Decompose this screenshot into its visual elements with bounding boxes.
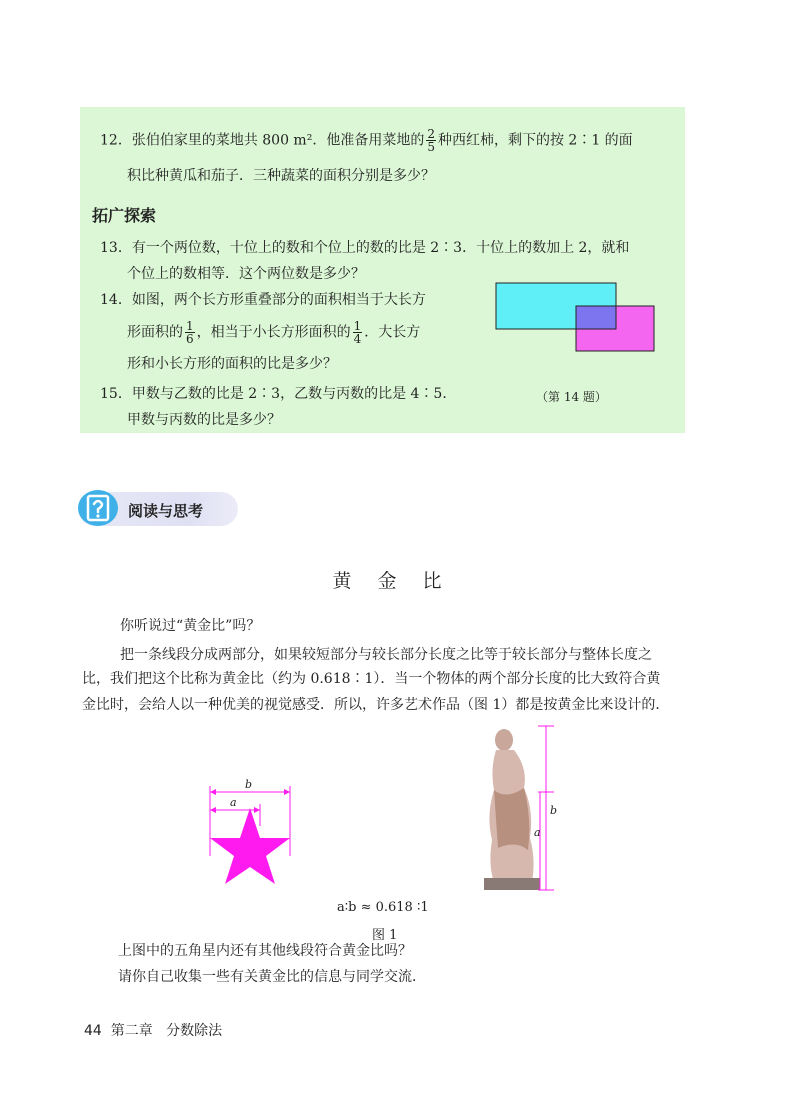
question-13-line2: 个位上的数相等．这个两位数是多少？ <box>127 266 365 282</box>
fraction-denominator: 6 <box>186 332 194 346</box>
fraction-denominator: 4 <box>353 332 362 346</box>
question-14-line1: 14．如图，两个长方形重叠部分的面积相当于大长方 <box>100 292 426 308</box>
question-13-line1: 13．有一个两位数，十位上的数和个位上的数的比是 2∶3．十位上的数加上 2，就和 <box>100 240 630 256</box>
question-14-line2 <box>127 320 420 345</box>
venus-statue-figure <box>476 720 566 895</box>
fraction-numerator: 1 <box>353 319 362 333</box>
fraction-denominator: 5 <box>427 140 435 154</box>
fraction-one-quarter <box>353 320 363 345</box>
page-number: 44 <box>84 1023 102 1039</box>
star-label-a: a <box>230 796 237 809</box>
paragraph-1: 你听说过“黄金比”吗？ <box>120 618 261 634</box>
pentagram-star <box>210 808 290 884</box>
question-14-text: 形面积的 <box>127 324 183 341</box>
overlapping-rectangles-figure <box>494 282 658 354</box>
question-12-text-cont: 种西红柿，剩下的按 2∶1 的面 <box>437 132 633 149</box>
question-15-line1: 15．甲数与乙数的比是 2∶3，乙数与丙数的比是 4∶5． <box>100 386 457 402</box>
question-14-text-mid: ，相当于小长方形面积的 <box>196 324 351 341</box>
golden-ratio-formula: a∶b ≈ 0.618 ∶1 <box>337 900 429 915</box>
paragraph-2-line3: 金比时，会给人以一种优美的视觉感受．所以，许多艺术作品（图 1）都是按黄金比来设计的． <box>82 697 670 713</box>
question-12-line2: 积比种黄瓜和茄子．三种蔬菜的面积分别是多少？ <box>127 168 435 184</box>
fraction-two-fifths <box>426 128 436 153</box>
question-14-text-end: ．大长方 <box>364 324 421 341</box>
reading-banner-label: 阅读与思考 <box>128 502 204 520</box>
article-title: 黄金比 <box>332 570 468 592</box>
figure-1-caption: 图 1 <box>372 928 398 943</box>
closing-question-1: 上图中的五角星内还有其他线段符合黄金比吗？ <box>118 943 412 959</box>
question-12-text: 12．张伯伯家里的菜地共 800 m²．他准备用菜地的 <box>100 132 425 149</box>
question-15-line2: 甲数与丙数的比是多少？ <box>127 412 281 428</box>
question-12-line1 <box>100 128 633 153</box>
page-footer <box>84 1020 222 1040</box>
star-label-b: b <box>245 778 253 791</box>
paragraph-2-line1: 把一条线段分成两部分，如果较短部分与较长部分长度之比等于较长部分与整体长度之 <box>120 647 652 663</box>
chapter-title: 分数除法 <box>166 1023 223 1039</box>
overlap-region <box>576 306 616 329</box>
golden-star-figure <box>200 776 300 886</box>
fraction-one-sixth <box>185 320 195 345</box>
statue-silhouette <box>484 729 540 890</box>
question-book-icon <box>78 490 118 526</box>
fraction-numerator: 1 <box>186 319 194 333</box>
chapter-label: 第二章 <box>110 1023 153 1039</box>
statue-label-a: a <box>534 826 541 839</box>
paragraph-2-line2: 比，我们把这个比称为黄金比（约为 0.618∶1）．当一个物体的两个部分长度的比大致符合黄 <box>82 671 661 687</box>
figure-caption-q14: （第 14 题） <box>536 390 607 404</box>
question-14-line3: 形和小长方形的面积的比是多少？ <box>127 356 337 372</box>
question-book-icon-graphic <box>78 490 118 526</box>
fraction-numerator: 2 <box>427 127 435 141</box>
section-title-extension: 拓广探索 <box>92 206 157 225</box>
closing-question-2: 请你自己收集一些有关黄金比的信息与同学交流． <box>118 969 426 985</box>
statue-label-b: b <box>550 804 558 817</box>
